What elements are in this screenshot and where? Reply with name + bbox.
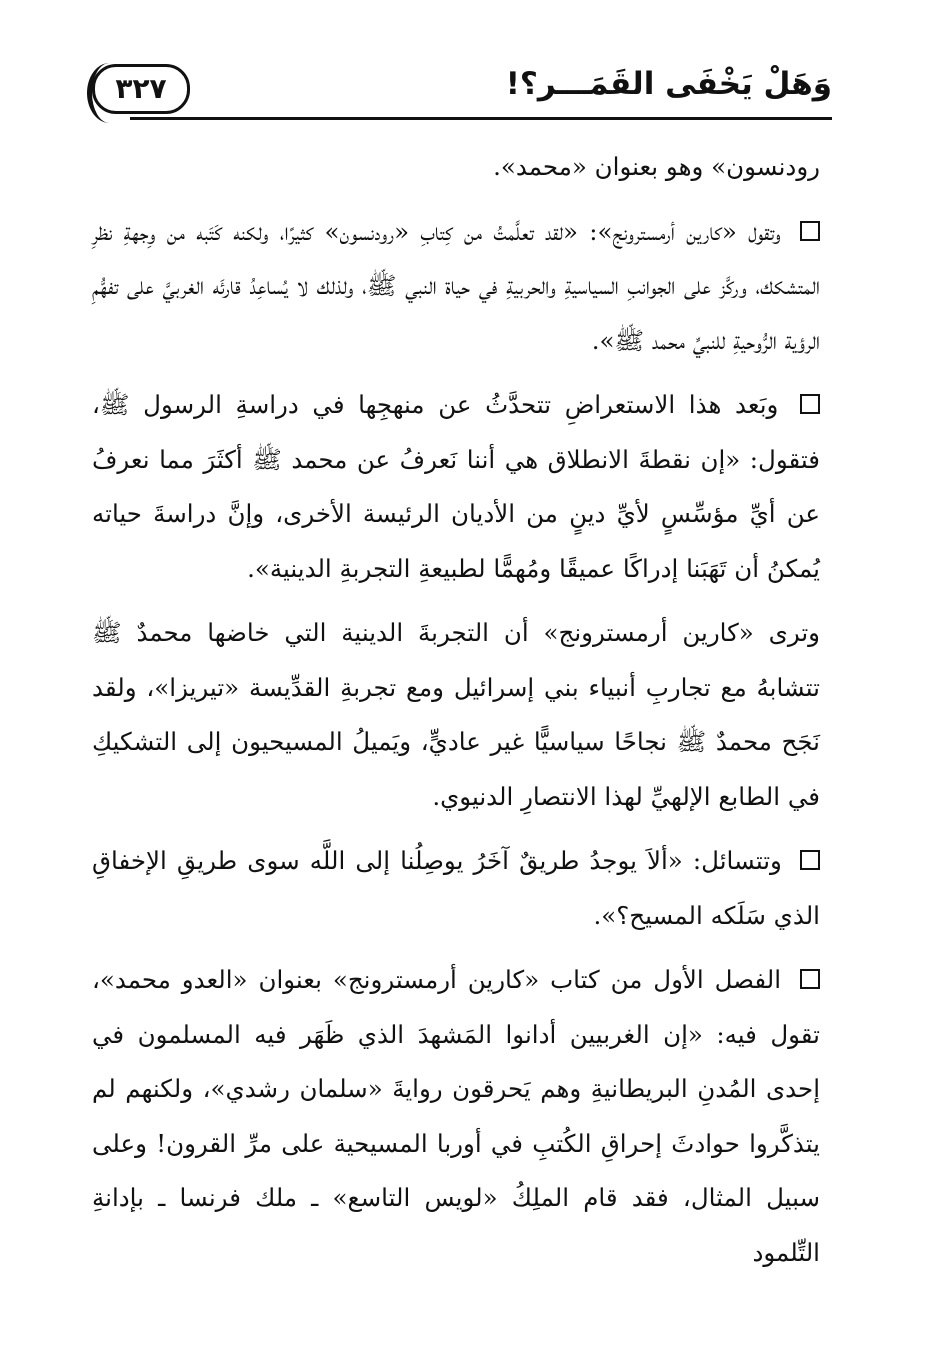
page-number-badge [92,64,190,114]
running-title: وَهَلْ يَخْفَى القَمَـــر؟! [505,66,832,102]
paragraph [92,953,820,1280]
header-divider [130,117,832,120]
paragraph-text: الفصل الأول من كتاب «كارين أرمسترونج» بعنوان «العدو محمد»، تقول فيه: «إن الغربيين أدانوا المَشهدَ الذي ظَهَر فيه المسلمون في إحدى المُدنِ البريطانيةِ وهم يَحرقون روايةَ «سلمان رشدي»، ولكنهم لم يتذكَّروا حوادثَ إحراقِ الكُتبِ في أوربا المسيحية على مرِّ القرون! وعلى سبيل المثال، فقد قام الملِكُ «لويس التاسع» ـ ملك فرنسا ـ بإدانةِ التِّلمود [92,965,820,1267]
page-number-ornament [87,63,132,123]
paragraph [92,140,820,195]
paragraph-text: وترى «كارين أرمسترونج» أن التجربةَ الدينية التي خاضها محمدٌ ﷺ تتشابهُ مع تجاربِ أنبياء بني إسرائيل ومع تجربةِ القدِّيسة «تيريزا»، ولقد نَجَح محمدٌ ﷺ نجاحًا سياسيًّا غير عاديٍّ، ويَميلُ المسيحيون إلى التشكيكِ في الطابع الإلهيِّ لهذا الانتصارِ الدنيوي. [92,618,820,811]
square-bullet-icon [800,850,820,870]
page-number: ٣٢٧ [115,72,167,105]
paragraph-text: رودنسون» وهو بعنوان «محمد». [493,152,820,181]
paragraph [92,205,820,369]
square-bullet-icon [800,394,820,414]
paragraph [92,606,820,824]
page-body [92,140,820,1280]
paragraph [92,834,820,943]
square-bullet-icon [800,221,820,241]
page-header [90,62,832,124]
square-bullet-icon [800,969,820,989]
paragraph-text: وتقول «كارين أرمسترونج»: «لقد تعلَّمتُ من كِتابِ «رودنسون» كثيرًا، ولكنه كَتَبه من وِجهةِ نظرِ المتشكك، وركَّز على الجوانبِ السياسيةِ والحربيةِ في حياة النبي ﷺ، ولذلك لا يُساعِدُ قارئَه الغربيَّ على تفهُّمِ الرؤية الرُّوحيةِ للنبيِّ محمد ﷺ». [92,216,820,355]
paragraph [92,378,820,596]
paragraph-text: وبَعد هذا الاستعراضِ تتحدَّثُ عن منهجِها في دراسةِ الرسول ﷺ، فتقول: «إن نقطةَ الانطلاق هي أننا نَعرفُ عن محمد ﷺ أكثَرَ مما نعرفُ عن أيِّ مؤسِّسٍ لأيِّ دينٍ من الأديان الرئيسة الأخرى، وإنَّ دراسةَ حياته يُمكنُ أن تَهَبَنا إدراكًا عميقًا ومُهمًّا لطبيعةِ التجربةِ الدينية». [92,390,820,583]
paragraph-text: وتتسائل: «ألاَ يوجدُ طريقٌ آخَرُ يوصِلُنا إلى اللَّه سوى طريقِ الإخفاقِ الذي سَلَكه المسيح؟». [92,846,820,930]
